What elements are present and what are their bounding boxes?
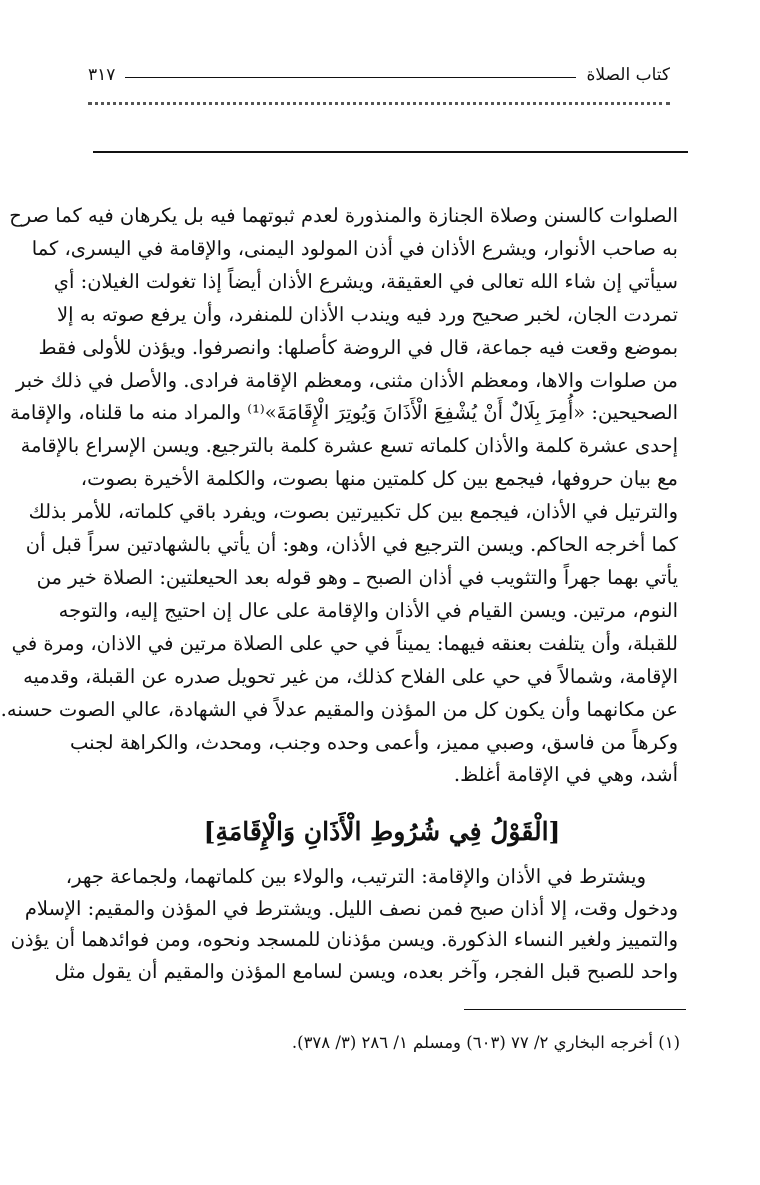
dotted-divider — [88, 102, 670, 105]
page-number: ٣١٧ — [88, 65, 116, 85]
body-paragraph-1 — [0, 200, 678, 792]
text-line: عن مكانهما وأن يكون كل من المؤذن والمقيم عدلاً في الشهادة، عالي الصوت حسنه. — [0, 697, 678, 721]
text-line: تمردت الجان، لخبر صحيح ورد فيه ويندب الأذان للمنفرد، وأن يرفع صوته به إلا — [57, 302, 678, 326]
text-line: به صاحب الأنوار، ويشرع الأذان في أذن المولود اليمنى، والإقامة في اليسرى، كما — [31, 236, 678, 260]
text-line: ويشترط في الأذان والإقامة: الترتيب، والولاء بين كلماتهما، ولجماعة جهر، — [65, 865, 646, 888]
footnote-divider — [464, 1009, 686, 1010]
text-line: كما أخرجه الحاكم. ويسن الترجيع في الأذان، وهو: أن يأتي بالشهادتين سراً قبل أن — [25, 533, 678, 557]
text-line: الصلوات كالسنن وصلاة الجنازة والمنذورة لعدم ثبوتهما فيه بل يكرهان فيه كما صرح — [9, 204, 678, 227]
text-line: والترتيل في الأذان، فيجمع بين كل تكبيرتين بصوت، ويفرد باقي كلماته، للأمر بذلك — [28, 500, 678, 524]
text-line: سيأتي إن شاء الله تعالى في العقيقة، ويشرع الأذان أيضاً إذا تغولت الغيلان: أي — [53, 269, 678, 293]
text-line: مع بيان حروفها، فيجمع بين كل كلمتين منها بصوت، والكلمة الأخيرة بصوت، — [80, 467, 678, 491]
text-line: والتمييز ولغير النساء الذكورة. ويسن مؤذنان للمسجد ونحوه، ومن فوائدهما أن يؤذن — [10, 928, 678, 951]
text-line: أشد، وهي في الإقامة أغلظ. — [453, 763, 678, 787]
text-line: ودخول وقت، إلا أذان صبح فمن نصف الليل. ويشترط في المؤذن والمقيم: الإسلام — [24, 896, 678, 920]
text-line: من صلوات والاها، ومعظم الأذان مثنى، ومعظم الإقامة فرادى. والأصل في ذلك خبر — [15, 368, 678, 392]
running-head: كتاب الصلاة — [586, 65, 670, 85]
text-line: الصحيحين: «أُمِرَ بِلَالٌ أَنْ يُشْفِعَ الْأَذَانَ وَيُوتِرَ الْإِقَامَةَ»⁽¹⁾ والمراد منه ما قلناه، والإقامة — [9, 401, 678, 425]
text-line: يأتي بهما جهراً والتثويب في أذان الصبح ـ وهو قوله بعد الحيعلتين: الصلاة خير من — [36, 565, 678, 589]
text-line: الإقامة، وشمالاً في حي على الفلاح كذلك، من غير تحويل صدره عن القبلة، وقدميه — [23, 664, 678, 688]
body-paragraph-2 — [10, 861, 678, 987]
text-line: للقبلة، وأن يتلفت بعنقه فيهما: يميناً في حي على الصلاة مرتين في الاذان، ومرة في — [11, 631, 678, 655]
text-line: النوم، مرتين. ويسن القيام في الأذان والإقامة على عال إن احتيج إليه، والتوجه — [58, 598, 678, 622]
text-line: وكرهاً من فاسق، وصبي مميز، وأعمى وحده وجنب، ومحدث، والكراهة لجنب — [70, 730, 678, 754]
page-header — [88, 62, 670, 88]
heavy-divider — [93, 151, 688, 153]
footnote: (١) أخرجه البخاري ٢/ ٧٧ (٦٠٣) ومسلم ١/ ٢٨٦ (٣/ ٣٧٨). — [291, 1033, 680, 1052]
text-line: بموضع وقعت فيه جماعة، قال في الروضة كأصلها: وانصرفوا. ويؤذن للأولى فقط — [38, 335, 678, 359]
section-heading: [الْقَوْلُ فِي شُرُوطِ الْأَذَانِ وَالْإِقَامَةِ] — [203, 817, 561, 846]
header-rule — [125, 77, 576, 78]
text-line: واحد للصبح قبل الفجر، وآخر بعده، ويسن لسامع المؤذن والمقيم أن يقول مثل — [54, 959, 678, 983]
text-line: إحدى عشرة كلمة والأذان كلماته تسع عشرة كلمة بالترجيع. ويسن الإسراع بالإقامة — [20, 434, 678, 458]
